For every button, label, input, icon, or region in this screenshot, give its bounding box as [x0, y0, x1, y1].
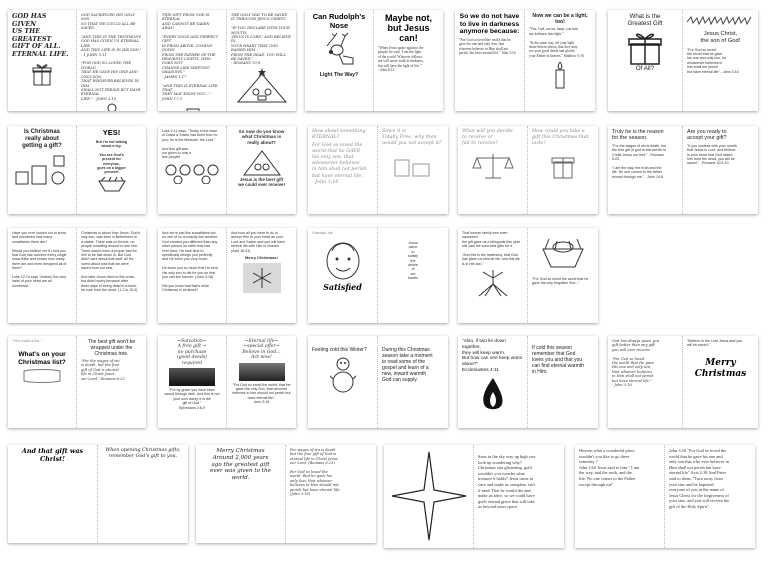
- card-title: Truly he is the reason for the season.: [612, 129, 664, 142]
- card-panel-right: [378, 126, 448, 214]
- card-text: "He's made a list...": [12, 339, 43, 343]
- card-text: Merry Christmas!: [245, 255, 278, 261]
- card-title: When opening Christmas gifts, remember God's gift to you.: [105, 448, 181, 459]
- card-text: That human family tree even squeezed the gift gave us a bilinguals this year still cast the sum total gifts for it. "And this is the testimony, that God has given us eternal life, and this life is in His son.": [462, 231, 520, 266]
- card-panel-left: [384, 445, 474, 548]
- card-panel-right: [378, 228, 448, 323]
- card-14: [458, 228, 598, 323]
- card-title: ~Eternal life~ ~special offer~ Believe in God... Act now!: [242, 339, 281, 361]
- card-title: What is the Greatest Gift: [627, 13, 663, 28]
- card-panel-left: [8, 445, 98, 543]
- life-photo: [239, 363, 285, 381]
- card-23: [196, 445, 376, 543]
- snowflake-icon: [243, 263, 281, 293]
- card-panel-left: [158, 228, 227, 323]
- card-text: If cold this season remember that God loves you and that you can find eternal warmth in Him.: [532, 345, 584, 375]
- card-title: The best gift won't be wrapped under the Christmas tree.: [87, 339, 136, 357]
- card-text: Stars in the sky way up high you look up wondering why? Christmas star glistening, gold wouldn't you wonder what treasure it holds? Jesus came to save and make us complete, isn't it neat! That he would die and make us alive, so we could have god's eternal grace that will take us beyond outer space.: [478, 454, 536, 510]
- card-panel-right: [683, 126, 758, 214]
- card-panel-right: [378, 336, 448, 428]
- card-panel-right: [286, 445, 376, 543]
- card-text: Of All?: [635, 64, 655, 72]
- card-panel-right: [528, 228, 598, 323]
- card-title: So now do you know what Christmas is really about?: [238, 129, 285, 145]
- present-icon: [31, 61, 53, 87]
- card-title: YES!: [102, 128, 121, 137]
- card-panel-right: [77, 336, 146, 428]
- card-text: "For God so loved the world that he gave his one and only Son, that whoever believes in Him shall not perish, but have eternal life." John 3:16: [459, 37, 516, 55]
- card-title: What will you decide to receive or fail to receive?: [462, 129, 513, 147]
- people-faces-icon: [163, 162, 221, 184]
- card-title: Merry Christmas: [694, 357, 747, 379]
- card-panel-right: [665, 445, 755, 548]
- card-text: THE ONLY WAY TO BE SAVED IS THROUGH JESUS CHRIST. "IF YOU DECLARE WITH YOUR MOUTH, 'JESUS IS LORD,' AND BELIEVE IN YOUR HEART THAT GOD RAISED HIM FROM THE DEAD, YOU WILL BE SAVED." - ROMANS 10:9: [231, 13, 291, 66]
- card-text: Christmas is about how Jesus, God's only son, was born in Bethlehem in a stable. There was no throne, no people crowding around to see him. There wasn't even a proper bed for him to be laid down in. But God didn't care about that stuff, all He cared about was that we were saved from our sins. And later Jesus died on the cross, but didn't worry because after three days of being dead in a tomb he rose from the dead. (1 Cor 15:4): [81, 231, 141, 293]
- card-1: [8, 10, 146, 111]
- card-title: ~Salvation~ A free gift ~ no purchase (good deeds) required: [176, 339, 208, 366]
- card-text: Jesus is the best gift we could ever receive!: [238, 177, 285, 188]
- hand-drawn-gifts-icon: [391, 150, 435, 180]
- card-panel-left: [608, 126, 683, 214]
- card-text: Light The Way?: [319, 72, 359, 78]
- card-title: Maybe not, but Jesus can!: [384, 13, 432, 43]
- card-text: Since it is Totally Free, why then would you not accept it?: [382, 129, 442, 147]
- card-text: Satisfied: [323, 282, 362, 293]
- card-7: [158, 126, 296, 214]
- card-text: "You, God, are my lamp; you turn my darkness into light." "In the same way, let your light shine before others, that they may see your good deeds and glorify your Father in heaven." Matthew 5:16: [529, 27, 584, 58]
- card-panel-right: [528, 336, 598, 428]
- card-3: [305, 10, 443, 111]
- card-text: John 3:16 "For God so loved the world that he gave his one and only son that who ever believes in Him shall not perish but have eternal life" Acts 2:38 And Peter said to them, "Turn away from your sins and be baptized everyone of you in the name of Jesus Christ for the forgiveness of your sins, and you will receive the gift of the Holy Spirit".: [669, 448, 730, 509]
- card-panel-left: [608, 336, 683, 428]
- card-panel-right: [98, 445, 188, 543]
- card-title: Is Christmas really about getting a gift?: [22, 129, 62, 149]
- card-4: [455, 10, 595, 111]
- card-title: How about something ETERNAL?: [312, 129, 366, 140]
- snowman-icon: [102, 103, 122, 111]
- card-panel-right: [77, 126, 146, 214]
- card-panel-left: [308, 336, 378, 428]
- nativity-icon: [234, 68, 290, 104]
- card-9: [458, 126, 598, 214]
- card-text: For wages of sin is death but the free gift of God is eternal life in Christ Jesus our Lord. (Romans 6:23) For God so loved the world, that he gave his only Son, that whoever believes in Him should not perish but have eternal life. (John 3:16): [290, 448, 341, 497]
- gifts-icon: [167, 103, 217, 111]
- card-text: "For God so loved the world that he gave his one and only son, for whosoever believes in him shall not perish but have eternal life" - John 3:16: [687, 47, 739, 74]
- card-text: Heaven what a wonderful place wouldn't you like to go there someday ? John 14:6 Jesus said to him " I am the way, and the truth, and the life. No one comes to the Father except through me".: [579, 448, 640, 487]
- card-panel-left: [608, 10, 683, 111]
- card-20: [458, 336, 598, 428]
- card-10: [608, 126, 758, 214]
- scale-icon: [471, 150, 515, 180]
- card-text: For God so loved the world that he GAVE his only son, that whosoever believes in him shall not perish but have eternal life. - John 3:16: [312, 142, 367, 185]
- fire-icon: [478, 376, 508, 414]
- candle-icon: [548, 60, 572, 90]
- card-25: [575, 445, 755, 548]
- card-text: And we're just like snowflakes too, no one of us is exactly like another. God created you different than any other person on earth that has ever lived. He took time to specifically design you perfectly and He loves you very much. He loves you so much that He sent His only son to die for you so that you can live forever. (John 3:16) Did you know that that's what Christmas is all about?: [162, 231, 218, 293]
- card-text: Jesus came to satisfy the desire of our hearts: [407, 241, 419, 281]
- card-panel-right: [528, 126, 598, 214]
- card-title: Are you ready to accept your gift?: [687, 129, 727, 142]
- card-title: How could you take a gift this Christmas that lasts?: [532, 129, 589, 147]
- nativity-icon: [242, 147, 282, 177]
- card-panel-left: [458, 336, 528, 428]
- christmas-star-icon: [390, 450, 468, 542]
- card-22: [8, 445, 188, 543]
- card-panel-left: [8, 228, 77, 323]
- card-panel-right: [227, 126, 296, 214]
- card-text: GOD HAS GIVEN US THE GREATEST GIFT OF ALL. ETERNAL LIFE.: [12, 12, 69, 58]
- gift-box-icon: [548, 150, 578, 180]
- card-text: "For God so loved the world that he gave his only begotten Son...": [532, 277, 589, 286]
- card-panel-left: [305, 10, 374, 111]
- card-2: [158, 10, 296, 111]
- card-text: Grandpa Joe: [312, 231, 333, 235]
- card-panel-left: [455, 10, 525, 111]
- card-text: "For the wages of sin is death, but the free gift of god is eternal life in Christ Jesus our lord." - Romans 6:23 "I am the way, the truth and the life. No one comes to the father except through me." - John 14:6: [612, 143, 667, 179]
- card-text: During this Christmas season take a moment to read some of the gospel and learn of a new, inward warmth God can supply.: [382, 347, 433, 383]
- card-19: [308, 336, 448, 428]
- crown-of-thorns-icon: [687, 16, 753, 26]
- card-panel-right: [77, 228, 146, 323]
- card-title: And that gift was Christ!: [21, 447, 84, 463]
- reindeer-icon: [319, 32, 359, 70]
- card-panel-right: [474, 445, 564, 548]
- snowman-icon: [330, 355, 356, 395]
- card-panel-right: [227, 10, 296, 111]
- card-text: "Believe in the Lord Jesus and you will be saved.": [687, 339, 743, 348]
- card-24: [384, 445, 564, 548]
- card-title: Merry Christmas Around 2,000 years ago the greatest gift ever was given to the world.: [210, 448, 271, 482]
- snowflake-photo: [243, 263, 281, 293]
- card-panel-left: [158, 336, 227, 428]
- card-title: Now we can be a light, too!: [532, 13, 588, 26]
- card-text: Luke 2:11 says, "Today in the town of David a Savior has been born to you; he is the Messiah, the Lord." And this gift was not given to only a few people!: [162, 129, 218, 160]
- card-panel-left: [8, 10, 77, 111]
- list-scroll-icon: [22, 369, 62, 383]
- gift-box-icon: [625, 30, 665, 66]
- card-13: [308, 228, 448, 323]
- card-5: [608, 10, 758, 111]
- card-17: [8, 336, 146, 428]
- card-title: So we do not have to live in darkness anymore because:: [459, 13, 520, 36]
- card-text: But I'm not talking about a toy. You see God's present for everyone, goes on a bigger present!: [95, 139, 128, 175]
- card-title: Jesus Christ, the son of God!: [700, 31, 741, 44]
- card-panel-left: [458, 126, 528, 214]
- card-panel-left: [308, 228, 378, 323]
- card-21: [608, 336, 758, 428]
- card-text: God has always given you gift better than any gift you will ever receive "For God so loved the world that He gave His one and only son, that whoever believes in Him shall not perish but have eternal life." - John 3:16: [612, 339, 660, 388]
- card-text: "If you confess with your mouth that Jesus is Lord, and believe in your heart that God raised him from the dead, you will be saved." - Romans 10:9-10: [687, 143, 737, 166]
- card-panel-left: [575, 445, 665, 548]
- card-6: [8, 126, 146, 214]
- light-burst-photo: [169, 368, 215, 386]
- card-text: "For by grace you have been saved through faith. And this is not your own doing; it is the gift of God." Ephesians 2:8-9: [164, 388, 220, 410]
- card-text: THIS GIFT FROM GOD IS ETERNAL AND CANNOT BE TAKEN AWAY! "EVERY GOOD AND PERFECT GIFT IS FROM ABOVE, COMING DOWN FROM THE FATHER OF THE HEAVENLY LIGHTS, WHO DOES NOT CHANGE LIKE SHIFTING SHADOWS." - JAMES 1:17 "AND THIS IS ETERNAL LIFE: THAT THEY MAY KNOW YOU..." - JOHN 17:3: [162, 13, 219, 101]
- card-title: What's on your Christmas list?: [18, 351, 66, 366]
- card-panel-left: [8, 336, 77, 428]
- card-text: "Also, if two lie down together, they will keep warm. But how can one keep warm alone?" Ecclesiastes 4:11: [462, 339, 523, 373]
- satisfied-face-icon: [318, 237, 368, 283]
- manger-baby-icon: [539, 233, 587, 273]
- card-text: GOD SACRIFICED HIS ONLY SON SO THAT WE COULD ALL BE SAVED. "AND THIS IS THE TESTIMONY: GOD HAS GIVEN US ETERNAL LIFE, AND THIS LIFE IS IN HIS SON." - 1 JOHN 5:11 "FOR GOD SO LOVED THE WORLD THAT HE GAVE HIS ONE AND ONLY SON, THAT WHOEVER BELIEVES IN HIM SHALL NOT PERISH BUT HAVE ETERNAL LIFE." - JOHN 3:16: [81, 13, 142, 101]
- card-panel-right: [77, 10, 146, 111]
- card-panel-left: [158, 126, 227, 214]
- card-text: And now all you have to do is accept Him to your heart as your Lord and Savior and you will have eternal life with Him in heaven. (Acts 16:31): [231, 231, 285, 253]
- card-11: [8, 228, 146, 323]
- card-title: Can Rudolph's Nose: [312, 12, 366, 30]
- card-text: "For the wages of sin is death, but the free gift of God is eternal life in Christ Jesus our Lord." Romans 6:23: [81, 359, 125, 381]
- toys-icon: [14, 152, 70, 188]
- card-12: [158, 228, 296, 323]
- card-panel-right: [525, 10, 595, 111]
- card-panel-left: [8, 126, 77, 214]
- card-text: "For God so loved the world, that He gave His only Son, that whoever believes in him should not perish but have eternal life." John 3:16: [232, 382, 291, 405]
- card-8: [308, 126, 448, 214]
- card-text: Feeling cold this Winter?: [312, 347, 367, 353]
- card-panel-left: [196, 445, 286, 543]
- card-panel-left: [158, 10, 227, 111]
- card-panel-right: [683, 336, 758, 428]
- card-panel-right: [374, 10, 443, 111]
- card-text: Have you ever looked out at snow and wondered how many snowflakes there are? Would you believe me if I told you that God has counted every single snow flake and knows how many there are and even designed all of them? Luke 12:7a says "Indeed, the very hairs of your head are all numbered.": [12, 231, 67, 288]
- card-18: [158, 336, 296, 428]
- card-panel-right: [227, 228, 296, 323]
- tree-roots-icon: [471, 268, 515, 298]
- card-panel-left: [458, 228, 528, 323]
- card-text: "When Jesus spoke again to the people, he said, 'I am the light of the world. Whoever follows me will never walk in darkness, but will have the light of life.'" - John 8:12: [378, 46, 424, 73]
- card-panel-right: [683, 10, 758, 111]
- card-panel-right: [227, 336, 296, 428]
- manger-icon: [97, 177, 127, 195]
- card-panel-left: [308, 126, 378, 214]
